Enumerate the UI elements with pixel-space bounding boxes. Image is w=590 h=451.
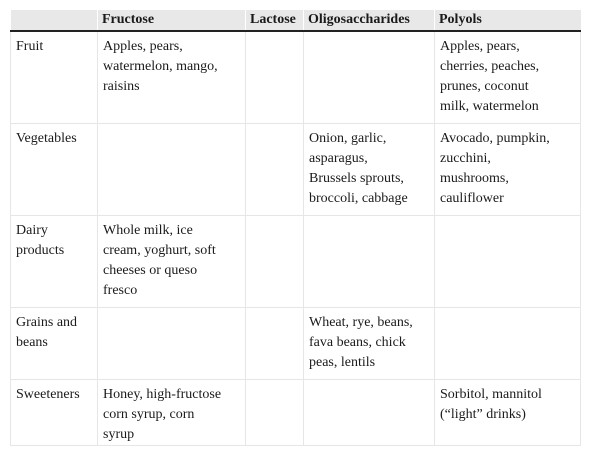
cell-lactose [246,216,304,308]
header-lactose: Lactose [246,10,304,31]
cell-oligosaccharides [304,31,435,124]
cell-polyols [435,124,581,216]
cell-line: Sorbitol, mannitol [440,387,542,402]
cell-lactose [246,308,304,380]
header-oligosaccharides: Oligosaccharides [304,10,435,31]
header-category [11,10,98,31]
cell-polyols [435,216,581,308]
cell-category [11,308,98,380]
cell-line: Apples, pears, [440,39,520,54]
cell-line: cauliflower [440,191,504,206]
cell-category [11,216,98,308]
cell-line: Whole milk, ice [103,223,193,238]
cell-line: Vegetables [16,131,77,146]
cell-line: zucchini, [440,151,491,166]
cell-polyols [435,31,581,124]
cell-polyols [435,380,581,446]
header-fructose: Fructose [98,10,246,31]
cell-lactose [246,380,304,446]
cell-line: beans [16,335,48,350]
cell-line: Onion, garlic, [309,131,387,146]
cell-line: Wheat, rye, beans, [309,315,413,330]
cell-oligosaccharides [304,380,435,446]
cell-line: Sweeteners [16,387,80,402]
cell-fructose [98,124,246,216]
header-row [11,10,581,31]
cell-fructose [98,380,246,446]
table-row [11,31,581,124]
cell-line: cherries, peaches, [440,59,540,74]
table-row [11,216,581,308]
cell-line: (“light” drinks) [440,407,526,422]
table-row [11,380,581,446]
cell-line: products [16,243,65,258]
cell-line: broccoli, cabbage [309,191,408,206]
cell-line: watermelon, mango, [103,59,218,74]
table-row [11,124,581,216]
cell-polyols [435,308,581,380]
cell-line: Avocado, pumpkin, [440,131,550,146]
cell-line: prunes, coconut [440,79,529,94]
cell-oligosaccharides [304,216,435,308]
cell-category [11,380,98,446]
cell-line: Honey, high-fructose [103,387,222,402]
cell-line: Brussels sprouts, [309,171,404,186]
cell-category [11,31,98,124]
cell-line: syrup [103,427,135,442]
cell-line: mushrooms, [440,171,509,186]
cell-line: Grains and [16,315,78,330]
cell-lactose [246,31,304,124]
cell-category [11,124,98,216]
table-row [11,308,581,380]
cell-oligosaccharides [304,124,435,216]
cell-fructose [98,31,246,124]
cell-line: cream, yoghurt, soft [103,243,216,258]
cell-line: peas, lentils [309,355,376,370]
cell-line: Fruit [16,39,44,54]
cell-line: Dairy [16,223,48,238]
cell-line: cheeses or queso [103,263,198,278]
cell-line: milk, watermelon [440,99,539,114]
cell-line: asparagus, [309,151,368,166]
cell-fructose [98,308,246,380]
cell-line: fava beans, chick [309,335,406,350]
cell-line: corn syrup, corn [103,407,195,422]
cell-line: fresco [103,283,138,298]
cell-lactose [246,124,304,216]
header-polyols: Polyols [435,10,581,31]
cell-oligosaccharides [304,308,435,380]
fodmap-table [10,10,581,446]
cell-fructose [98,216,246,308]
cell-line: raisins [103,79,140,94]
cell-line: Apples, pears, [103,39,183,54]
